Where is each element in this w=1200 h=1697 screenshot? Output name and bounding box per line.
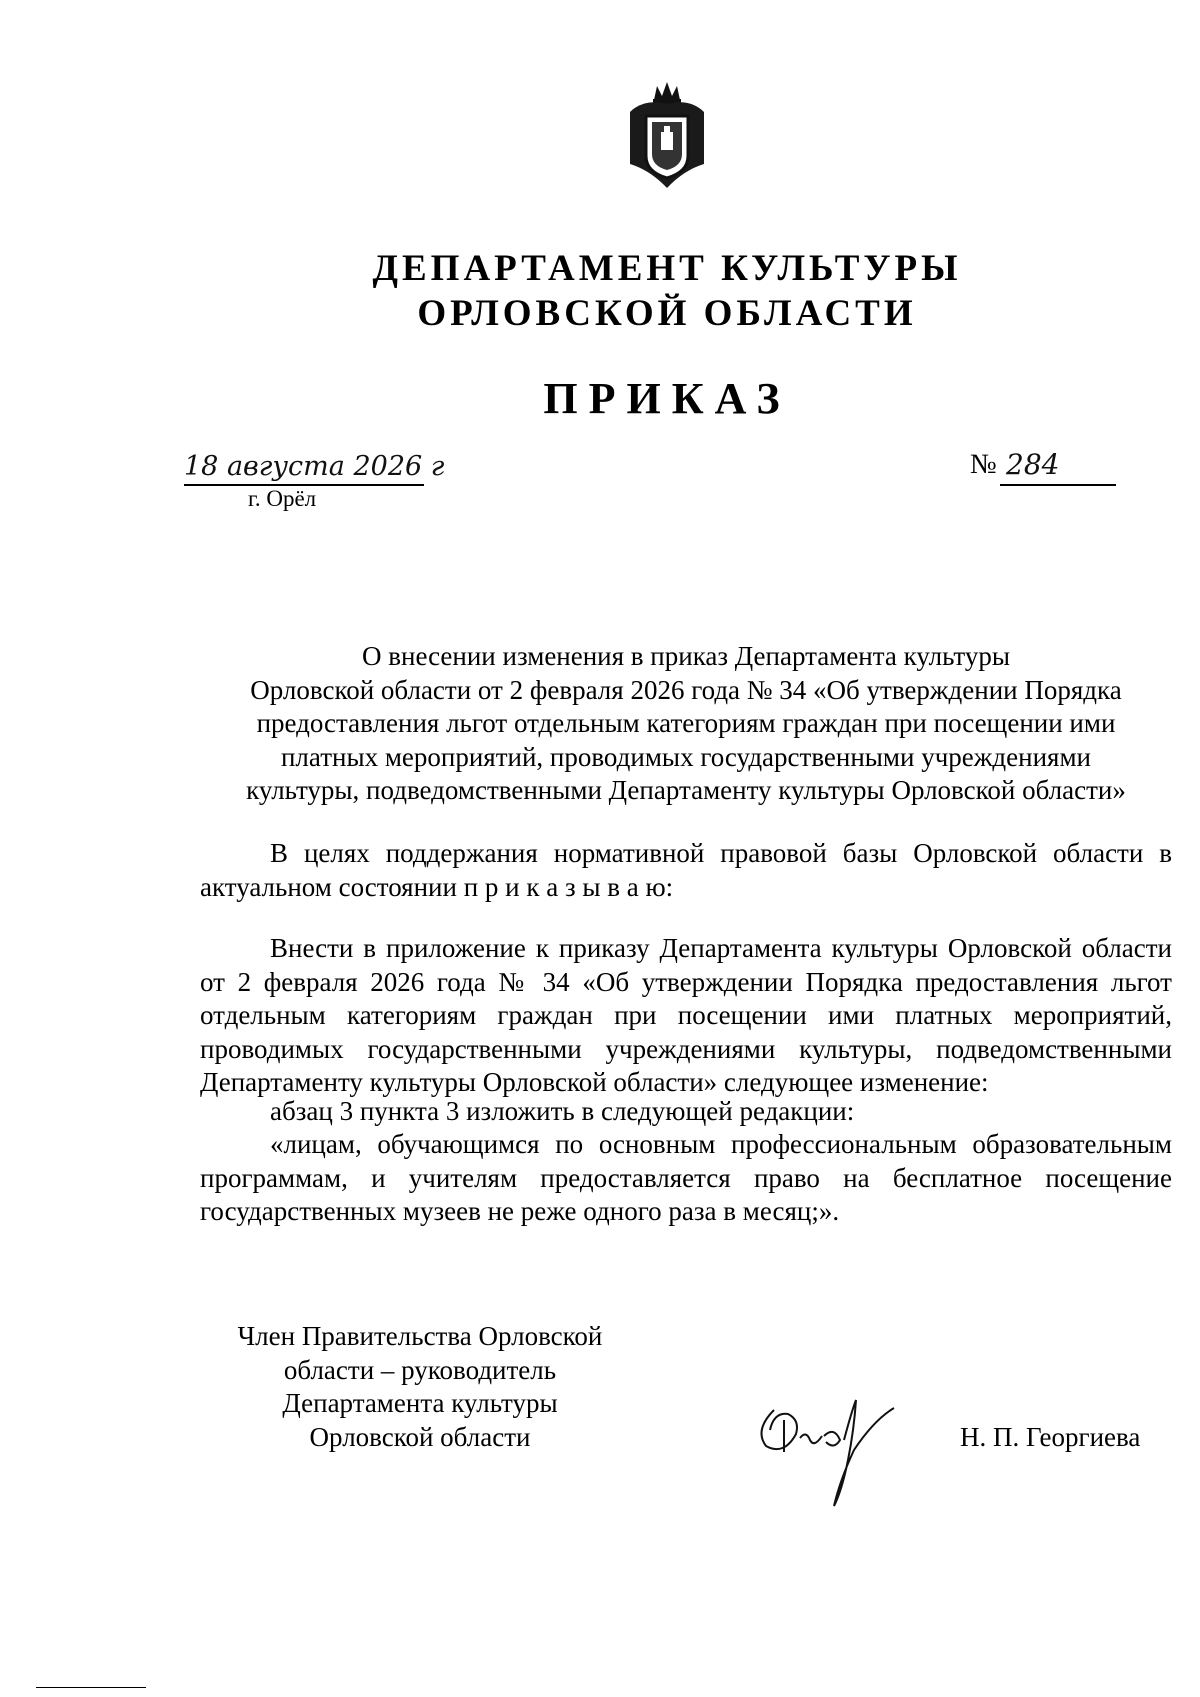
subject-line: платных мероприятий, проводимых государственными учреждениями — [280, 741, 1092, 772]
number-label: № — [970, 449, 997, 480]
position-line: области – руководитель — [283, 1354, 557, 1385]
position-line: Член Правительства Орловской — [237, 1321, 603, 1351]
amendment-intro-paragraph — [200, 1095, 1172, 1129]
position-line: Департамента культуры — [282, 1388, 558, 1418]
position-line: Орловской области — [309, 1421, 531, 1452]
department-title-line1: ДЕПАРТАМЕНТ КУЛЬТУРЫ — [372, 248, 962, 289]
amendment-intro-text: абзац 3 пункта 3 изложить в следующей редакции: — [270, 1096, 855, 1126]
footer-rule — [36, 1687, 146, 1688]
subject-line: Орловской области от 2 февраля 2026 года № 34 «Об утверждении Порядка — [250, 674, 1122, 705]
city-label: г. Орёл — [248, 486, 317, 511]
subject-line: культуры, подведомственными Департаменту культуры Орловской области» — [246, 775, 1126, 805]
handwritten-date: 18 августа 2026 г — [184, 451, 445, 482]
document-type-title: ПРИКАЗ — [543, 374, 791, 423]
preamble-paragraph — [200, 837, 1172, 904]
preamble-text: В целях поддержания нормативной правовой базы Орловской области в актуальном состоянии п р и к а з ы в а ю: — [200, 838, 1172, 902]
handwritten-number: 284 — [1006, 448, 1060, 481]
signatory-position — [200, 1320, 640, 1454]
number-underline — [1000, 484, 1116, 486]
amendment-quote-text: «лицам, обучающимся по основным профессиональным образовательным программам, и учителям предоставляется право на бесплатное посещение государственных музеев не реже одного раза в месяц;». — [200, 1129, 1172, 1226]
main-paragraph — [200, 932, 1172, 1100]
coat-of-arms-emblem-icon — [624, 78, 710, 190]
amendment-quote-paragraph — [200, 1128, 1172, 1229]
subject-line: предоставления льгот отдельным категориям граждан при посещении ими — [256, 708, 1116, 738]
department-title-line2: ОРЛОВСКОЙ ОБЛАСТИ — [417, 293, 917, 334]
main-text: Внести в приложение к приказу Департамента культуры Орловской области от 2 февраля 2026 года № 34 «Об утверждении Порядка предоставления льгот отдельным категориям граждан при посещении ими платных мероприятий, проводимых государственными учреждениями культуры, подведомственными Департаменту культуры Орловской области» следующее изменение: — [200, 933, 1172, 1097]
subject-line: О внесении изменения в приказ Департамента культуры — [362, 641, 1010, 671]
handwritten-signature-icon — [744, 1390, 904, 1510]
signatory-name: Н. П. Георгиева — [960, 1422, 1141, 1452]
document-subject — [200, 640, 1172, 808]
